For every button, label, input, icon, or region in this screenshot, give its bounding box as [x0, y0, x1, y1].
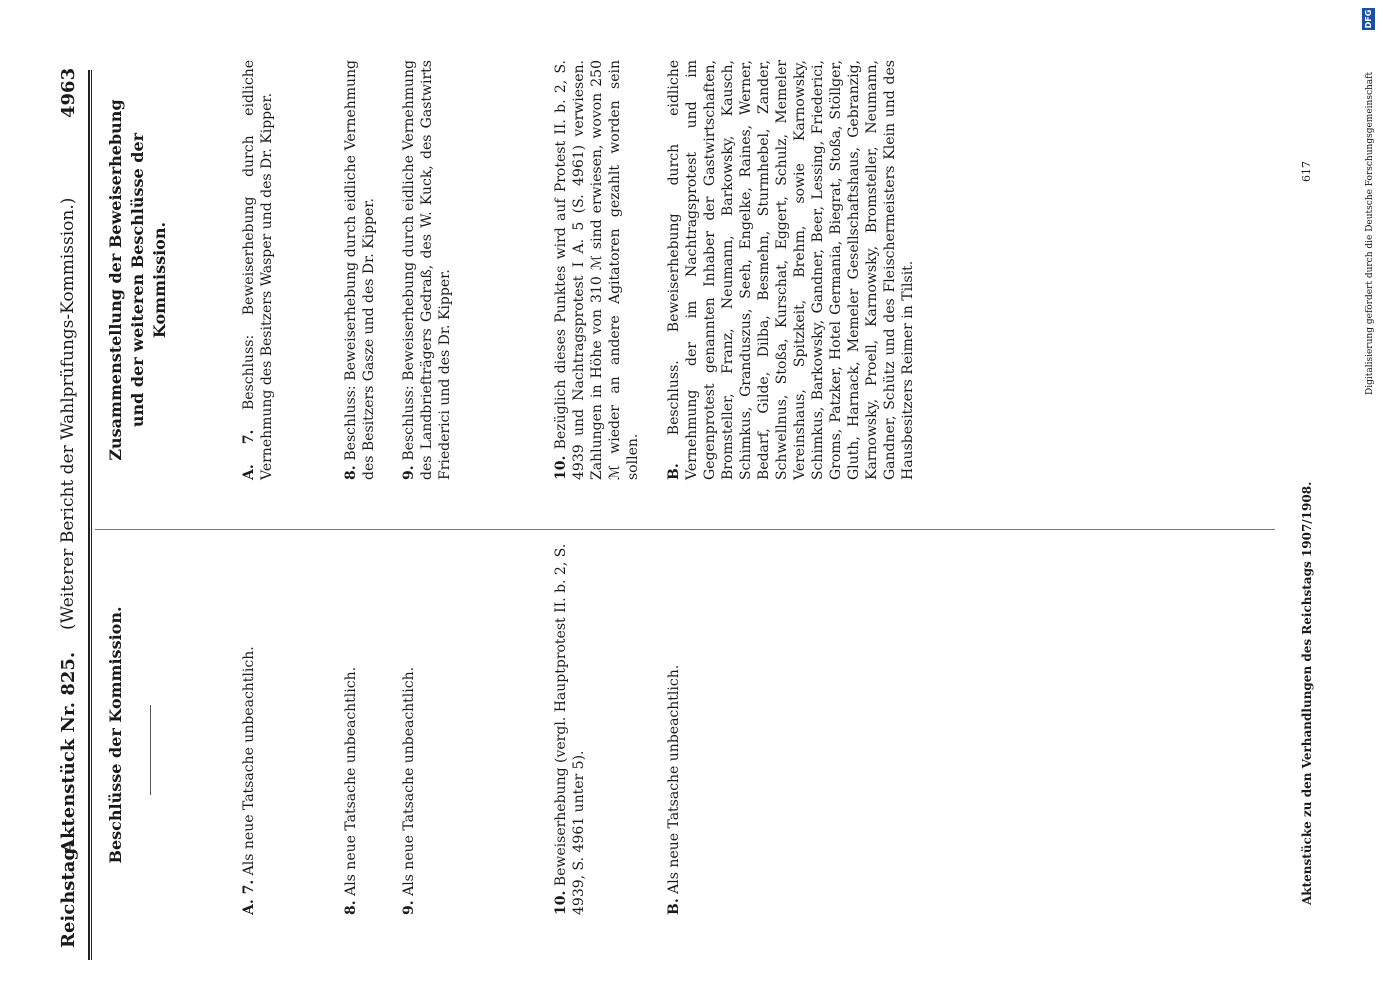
item-label: B.: [666, 898, 682, 915]
right-item-a7: [240, 60, 276, 480]
item-label: 9.: [401, 900, 417, 915]
header-title: (Weiterer Bericht der Wahlprüfungs-Kommission.): [58, 197, 78, 630]
left-column-heading: Beschlüsse der Kommission.: [106, 606, 125, 864]
right-item-8: [342, 60, 378, 480]
header-page-number: 4963: [58, 67, 79, 118]
right-column-heading: Zusammenstellung der Beweiserhebung und der weiteren Beschlüsse der Kommission.: [106, 99, 169, 461]
header-aktenstueck: Aktenstück Nr. 825.: [58, 651, 79, 853]
right-item-b: [665, 60, 917, 480]
item-label: 10.: [553, 455, 569, 480]
item-label: 8.: [343, 900, 359, 915]
footer-sheet-number: 617: [1300, 161, 1313, 182]
item-text: Bezüglich dieses Punktes wird auf Protest II. b. 2, S. 4939 und Nachtragsprotest I A. 5 (S. 4961) verwiesen. Zahlungen in Höhe von 310 ℳ sind erwiesen, wovon 250 ℳ wieder an andere Agitatoren gezahlt worden sein sollen.: [553, 60, 641, 480]
right-item-9: [400, 60, 454, 480]
header-reichstag: Reichstag.: [58, 841, 79, 948]
item-label: B.: [666, 463, 682, 480]
item-text: Als neue Tatsache unbeachtlich.: [343, 666, 359, 896]
item-label: A. 7.: [241, 879, 257, 915]
item-text: Als neue Tatsache unbeachtlich.: [401, 666, 417, 896]
left-item-8: [342, 535, 360, 915]
column-divider: [95, 529, 1275, 530]
dfg-logo: DFG: [1364, 9, 1373, 29]
item-text: Als neue Tatsache unbeachtlich.: [666, 664, 682, 894]
right-item-10: [552, 60, 642, 480]
item-text: Beweiserhebung (vergl. Hauptprotest II. b. 2, S. 4939, S. 4961 unter 5).: [553, 543, 587, 915]
header-rule: [88, 70, 90, 960]
item-label: 10.: [553, 890, 569, 915]
item-text: Beschluss. Beweiserhebung durch eidliche Vernehmung der im Nachtragsprotest und im Gegenprotest genannten Inhaber der Gastwirtschaften, Bromsteller, Franz, Neumann, Barkowsky, Kausch, Schimkus, Granduszus, Seeh, Engelke, Raines, Werner, Bedarf, Gilde, Dilba, Besmehn, Sturmhebel, Zander, Schwellnus, Stoßa, Kurschat, Eggert, Schulz, Memeler Vereinshaus, Spitzkeit, Brehm, sowie Karnowsky, Schimkus, Barkowsky, Gandner, Beer, Lessing, Friederici, Groms, Patzker, Hotel Germania, Biegrat, Stoßa, Stöllger, Gluth, Harnack, Memeler Gesellschaftshaus, Gebranzig, Karnowsky, Proell, Karnowsky, Bromsteller, Neumann, Gandner, Schütz und des Fleischermeisters Klein und des Hausbesitzers Reimer in Tilsit.: [666, 59, 916, 480]
item-text: Als neue Tatsache unbeachtlich.: [241, 646, 257, 876]
left-item-10: [552, 535, 588, 915]
left-item-9: [400, 535, 418, 915]
item-text: Beschluss: Beweiserhebung durch eidliche Vernehmung des Besitzers Gasze und des Dr. Kipper.: [343, 59, 377, 480]
item-label: A. 7.: [241, 429, 257, 480]
heading-rule: [150, 705, 151, 795]
item-text: Beschluss: Beweiserhebung durch eidliche Vernehmung des Besitzers Wasper und des Dr. Kipper.: [241, 59, 275, 480]
header-rule-thin: [91, 70, 92, 960]
item-label: 8.: [343, 465, 359, 480]
item-text: Beschluss: Beweiserhebung durch eidliche Vernehmung des Landbriefträgers Gedraß, des W. Kuck, des Gastwirts Friederici und des Dr. Kipper.: [401, 59, 453, 480]
left-item-a7: [240, 535, 258, 915]
item-label: 9.: [401, 465, 417, 480]
footer-source: Aktenstücke zu den Verhandlungen des Reichstags 1907/1908.: [1300, 481, 1314, 905]
digitization-credit: Digitalisierung gefördert durch die Deutsche Forschungsgemeinschaft: [1365, 71, 1375, 395]
left-item-b: [665, 535, 683, 915]
running-header: [58, 67, 90, 948]
